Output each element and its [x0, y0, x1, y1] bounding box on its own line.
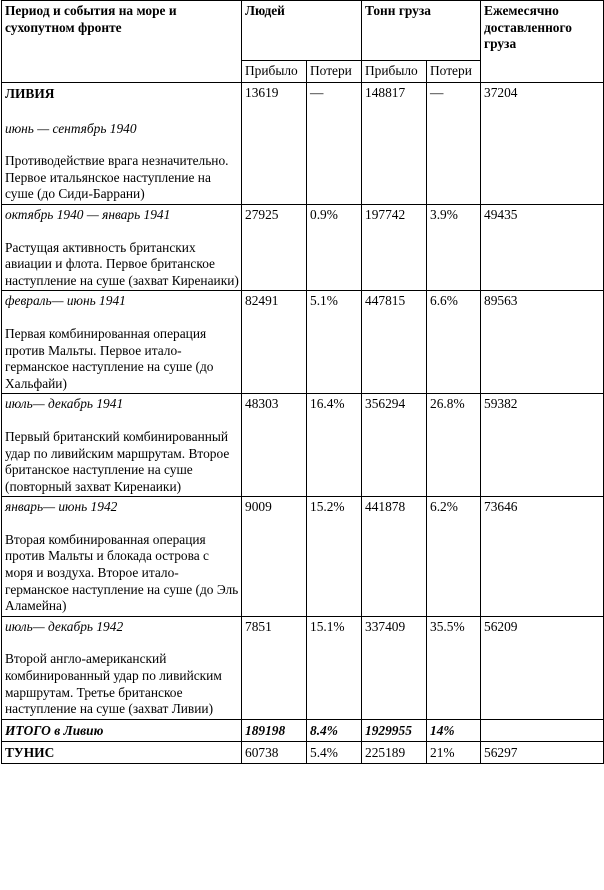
monthly-cell: 59382 — [481, 394, 604, 497]
table-row — [2, 204, 604, 290]
cargo-arrived-cell: 447815 — [362, 291, 427, 394]
period-description: Второй англо-американский комбинированный удар по ливийским маршрутам. Третье британское наступление на суше (захват Ливии) — [5, 651, 222, 717]
people-losses-cell: 15.1% — [307, 616, 362, 719]
tunis-row — [2, 741, 604, 763]
people-losses-cell: 16.4% — [307, 394, 362, 497]
table-row — [2, 291, 604, 394]
people-losses-cell: 0.9% — [307, 204, 362, 290]
cargo-losses-cell: — — [427, 83, 481, 205]
cargo-losses-cell: 6.6% — [427, 291, 481, 394]
tunis-label: ТУНИС — [2, 741, 242, 763]
table-row — [2, 616, 604, 719]
total-cargo-arrived: 1929955 — [362, 719, 427, 741]
people-arrived-cell: 82491 — [242, 291, 307, 394]
monthly-cell: 49435 — [481, 204, 604, 290]
period-cell — [2, 291, 242, 394]
header-people: Людей — [242, 1, 362, 61]
convoy-statistics-table — [1, 0, 604, 764]
header-period: Период и события на море и сухопутном фронте — [2, 1, 242, 83]
period-description: Первая комбинированная операция против Мальты. Первое итало-германское наступление на суше (до Хальфайи) — [5, 325, 214, 391]
period-cell — [2, 83, 242, 205]
table-row — [2, 497, 604, 617]
period-dates: июль— декабрь 1941 — [5, 396, 124, 412]
cargo-losses-cell: 3.9% — [427, 204, 481, 290]
people-arrived-cell: 48303 — [242, 394, 307, 497]
cargo-losses-cell: 35.5% — [427, 616, 481, 719]
monthly-cell: 37204 — [481, 83, 604, 205]
period-dates: июль— декабрь 1942 — [5, 618, 124, 634]
tunis-cargo-arrived: 225189 — [362, 741, 427, 763]
people-losses-cell: — — [307, 83, 362, 205]
monthly-cell: 89563 — [481, 291, 604, 394]
tunis-monthly: 56297 — [481, 741, 604, 763]
people-arrived-cell: 9009 — [242, 497, 307, 617]
header-monthly: Ежемесячно доставленного груза — [481, 1, 604, 83]
period-dates: февраль— июнь 1941 — [5, 293, 126, 309]
subheader-people-losses: Потери — [307, 61, 362, 83]
period-description: Первый британский комбинированный удар по ливийским маршрутам. Второе британское наступление на суше (повторный захват Киренаики) — [5, 428, 230, 494]
table-row — [2, 83, 604, 205]
period-cell — [2, 394, 242, 497]
monthly-cell: 73646 — [481, 497, 604, 617]
total-people-arrived: 189198 — [242, 719, 307, 741]
header-cargo: Тонн груза — [362, 1, 481, 61]
cargo-arrived-cell: 441878 — [362, 497, 427, 617]
region-heading-libya: ЛИВИЯ — [5, 86, 55, 101]
cargo-arrived-cell: 197742 — [362, 204, 427, 290]
tunis-cargo-losses: 21% — [427, 741, 481, 763]
tunis-people-losses: 5.4% — [307, 741, 362, 763]
people-losses-cell: 15.2% — [307, 497, 362, 617]
cargo-arrived-cell: 148817 — [362, 83, 427, 205]
subheader-cargo-losses: Потери — [427, 61, 481, 83]
cargo-losses-cell: 26.8% — [427, 394, 481, 497]
header-row — [2, 1, 604, 61]
period-dates: октябрь 1940 — январь 1941 — [5, 206, 171, 222]
period-description: Противодействие врага незначительно. Первое итальянское наступление на суше (до Сиди-Баррани) — [5, 153, 229, 202]
total-label: ИТОГО в Ливию — [2, 719, 242, 741]
cargo-losses-cell: 6.2% — [427, 497, 481, 617]
period-cell — [2, 497, 242, 617]
people-arrived-cell: 7851 — [242, 616, 307, 719]
monthly-cell: 56209 — [481, 616, 604, 719]
period-description: Растущая активность британских авиации и флота. Первое британское наступление на суше (захват Киренаики) — [5, 239, 239, 288]
cargo-arrived-cell: 337409 — [362, 616, 427, 719]
subheader-cargo-arrived: Прибыло — [362, 61, 427, 83]
total-monthly — [481, 719, 604, 741]
people-losses-cell: 5.1% — [307, 291, 362, 394]
period-description: Вторая комбинированная операция против Мальты и блокада острова с моря и воздуха. Второе итало-германское наступление на суше (до Эль Аламейна) — [5, 531, 239, 614]
total-cargo-losses: 14% — [427, 719, 481, 741]
people-arrived-cell: 13619 — [242, 83, 307, 205]
period-cell — [2, 204, 242, 290]
tunis-people-arrived: 60738 — [242, 741, 307, 763]
table-row — [2, 394, 604, 497]
total-row — [2, 719, 604, 741]
period-dates: июнь — сентябрь 1940 — [5, 120, 137, 136]
subheader-people-arrived: Прибыло — [242, 61, 307, 83]
people-arrived-cell: 27925 — [242, 204, 307, 290]
period-dates: январь— июнь 1942 — [5, 499, 118, 515]
period-cell — [2, 616, 242, 719]
total-people-losses: 8.4% — [307, 719, 362, 741]
cargo-arrived-cell: 356294 — [362, 394, 427, 497]
